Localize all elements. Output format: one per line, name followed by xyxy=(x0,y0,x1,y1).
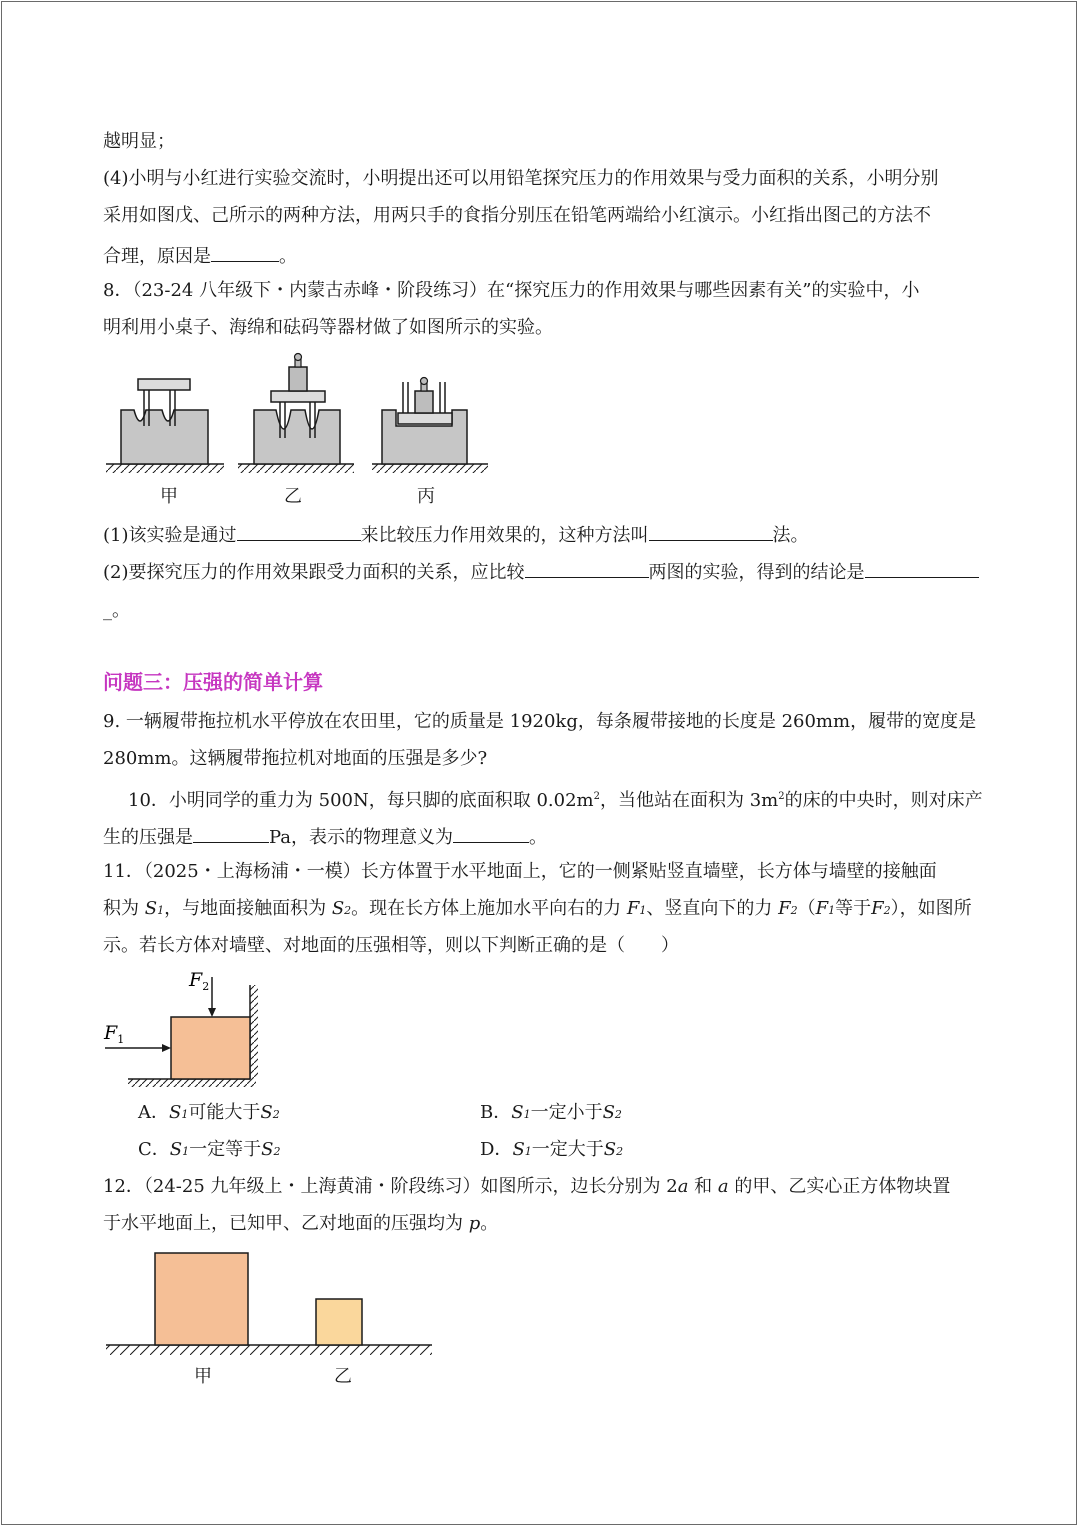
subscript: 1 xyxy=(181,1108,189,1121)
wall-hatch xyxy=(250,985,258,1079)
subscript: 1 xyxy=(524,1145,532,1158)
text: 越明显； xyxy=(103,131,175,152)
text: (2)要探究压力的作用效果跟受力面积的关系，应比较 xyxy=(103,562,525,583)
label-f1: $F_1$ xyxy=(104,1022,125,1046)
text: 。 xyxy=(279,246,297,267)
option-c[interactable] xyxy=(138,1138,280,1164)
text: _。 xyxy=(103,600,130,621)
text: 于水平地面上，已知甲、乙对地面的压强均为 xyxy=(103,1213,469,1234)
symbol-S: S xyxy=(169,1102,182,1123)
symbol-S: S xyxy=(602,1102,615,1123)
text: ），如图所 xyxy=(890,898,972,919)
text: 生的压强是 xyxy=(103,827,193,848)
superscript: 2 xyxy=(593,791,600,802)
text: 。 xyxy=(529,827,548,848)
q10-line-1 xyxy=(128,785,1028,813)
text: 8．（23-24 八年级下・内蒙古赤峰・阶段练习）在“探究压力的作用效果与哪些因素有关”的实验中，小 xyxy=(103,280,920,301)
text: (1)该实验是通过 xyxy=(103,525,237,546)
text: 明利用小桌子、海绵和砝码等器材做了如图所示的实验。 xyxy=(103,317,553,338)
symbol-a: a xyxy=(717,1176,729,1197)
q9-line-2 xyxy=(103,747,1003,771)
subscript: 1 xyxy=(639,904,647,917)
text: 和 xyxy=(688,1176,718,1197)
text: 采用如图戊、己所示的两种方法，用两只手的食指分别压在铅笔两端给小红演示。小红指出图己的方法不 xyxy=(103,205,931,226)
symbol-F: F xyxy=(778,898,791,919)
subscript: 2 xyxy=(344,904,352,917)
symbol-S: S xyxy=(169,1139,183,1160)
force-f2-arrowhead xyxy=(208,1008,216,1017)
symbol-S: S xyxy=(144,898,158,919)
option-label: C． xyxy=(138,1139,170,1160)
cuboid-block xyxy=(171,1017,250,1079)
symbol-S: S xyxy=(331,898,345,919)
text: 的床的中央时，则对床产 xyxy=(784,790,983,811)
text: 来比较压力作用效果的，这种方法叫 xyxy=(360,525,649,546)
text: 等于 xyxy=(835,898,872,919)
force-f1-arrowhead xyxy=(162,1044,171,1052)
text: 280mm。这辆履带拖拉机对地面的压强是多少? xyxy=(103,748,488,769)
symbol-F: F xyxy=(815,898,829,919)
text: 9. 一辆履带拖拉机水平停放在农田里，它的质量是 1920kg，每条履带接地的长度是 260mm，履带的宽度是 xyxy=(103,711,977,732)
ground-hatch xyxy=(106,1345,432,1355)
q4-line-3 xyxy=(103,241,1003,269)
answer-blank[interactable] xyxy=(237,520,361,541)
option-text: 一定大于 xyxy=(531,1139,604,1160)
q12-line-2 xyxy=(103,1212,1003,1236)
text: (4)小明与小红进行实验交流时，小明提出还可以用铅笔探究压力的作用效果与受力面积的关系，小明分别 xyxy=(103,168,939,189)
symbol-F: F xyxy=(626,898,640,919)
q10-line-2 xyxy=(103,822,1003,850)
subscript: 2 xyxy=(272,1108,280,1121)
text: 12．（24-25 九年级上・上海黄浦・阶段练习）如图所示，边长分别为 2 xyxy=(103,1176,678,1197)
option-text: 可能大于 xyxy=(188,1102,261,1123)
subscript: 1 xyxy=(828,904,836,917)
figure-caption-jia: 甲 xyxy=(160,486,178,507)
q11-line-1 xyxy=(103,860,1003,884)
answer-blank[interactable] xyxy=(525,557,649,578)
subscript: 2 xyxy=(883,904,891,917)
answer-blank[interactable] xyxy=(193,822,269,843)
text: 的甲、乙实心正方体物块置 xyxy=(728,1176,951,1197)
section-heading: 问题三：压强的简单计算 xyxy=(103,670,323,694)
symbol-F: F xyxy=(871,898,884,919)
q12-line-1 xyxy=(103,1175,1003,1199)
text: Pa，表示的物理意义为 xyxy=(269,827,454,848)
text: 两图的实验，得到的结论是 xyxy=(648,562,865,583)
q8-sub-2 xyxy=(103,557,1023,585)
sponge-experiment-figure xyxy=(100,350,500,480)
figure-caption-jia: 甲 xyxy=(194,1366,212,1387)
text: 10．小明同学的重力为 500N，每只脚的底面积取 0.02m xyxy=(128,790,594,811)
symbol-S: S xyxy=(260,1102,273,1123)
option-a[interactable] xyxy=(138,1101,280,1127)
subscript: 2 xyxy=(614,1108,622,1121)
symbol-p: p xyxy=(468,1213,481,1234)
figure-bing xyxy=(372,378,488,474)
subscript: 2 xyxy=(616,1145,624,1158)
option-label: A． xyxy=(138,1102,169,1123)
q8-line-2 xyxy=(103,316,1003,340)
figure-caption-yi: 乙 xyxy=(284,486,302,507)
answer-blank[interactable] xyxy=(211,241,279,262)
option-text: 一定等于 xyxy=(189,1139,262,1160)
q11-line-2 xyxy=(103,897,1003,923)
q11-line-3 xyxy=(103,934,1003,958)
subscript: 2 xyxy=(790,904,798,917)
text: ，当他站在面积为 3m xyxy=(599,790,779,811)
text: 积为 xyxy=(103,898,139,919)
figure-jia xyxy=(106,379,224,473)
q8-line-1 xyxy=(103,279,1003,303)
text: 合理，原因是 xyxy=(103,246,211,267)
subscript: 1 xyxy=(157,904,165,917)
option-text: 一定小于 xyxy=(530,1102,603,1123)
block-wall-figure xyxy=(100,965,270,1090)
answer-blank[interactable] xyxy=(649,520,773,541)
answer-blank[interactable] xyxy=(865,557,979,578)
text-line xyxy=(103,130,1003,154)
text: 。现在长方体上施加水平向右的力 xyxy=(351,898,622,919)
text: 11．（2025・上海杨浦・一模）长方体置于水平地面上，它的一侧紧贴竖直墙壁，长方体与墙壁的接触面 xyxy=(103,861,937,882)
text: 法。 xyxy=(772,525,809,546)
symbol-S: S xyxy=(512,1139,525,1160)
two-cubes-figure xyxy=(100,1245,440,1360)
cube-jia xyxy=(155,1253,248,1345)
text: 、竖直向下的力 xyxy=(646,898,773,919)
option-label: D． xyxy=(480,1139,513,1160)
cube-yi xyxy=(316,1299,362,1345)
symbol-S: S xyxy=(511,1102,524,1123)
text: 示。若长方体对墙壁、对地面的压强相等，则以下判断正确的是（ ） xyxy=(103,935,679,956)
symbol-S: S xyxy=(261,1139,274,1160)
figure-caption-yi: 乙 xyxy=(334,1366,352,1387)
text: （ xyxy=(797,898,816,919)
subscript: 1 xyxy=(523,1108,531,1121)
label-f2: $F_2$ xyxy=(189,969,210,993)
subscript: 1 xyxy=(182,1145,190,1158)
q8-sub-2-cont xyxy=(103,599,1003,623)
figure-caption-bing: 丙 xyxy=(417,486,435,507)
symbol-S: S xyxy=(603,1139,617,1160)
text: ，与地面接触面积为 xyxy=(164,898,327,919)
figure-yi xyxy=(238,354,354,474)
q4-line-2 xyxy=(103,204,1003,228)
text: 。 xyxy=(480,1213,499,1234)
subscript: 2 xyxy=(273,1145,281,1158)
q8-sub-1 xyxy=(103,520,1003,548)
q4-line-1 xyxy=(103,167,1003,191)
option-b[interactable] xyxy=(480,1101,622,1127)
ground-hatch xyxy=(128,1079,256,1087)
answer-blank[interactable] xyxy=(453,822,529,843)
superscript: 2 xyxy=(778,791,785,802)
symbol-a: a xyxy=(677,1176,689,1197)
option-d[interactable] xyxy=(480,1138,623,1164)
option-label: B． xyxy=(480,1102,512,1123)
q9-line-1 xyxy=(103,710,1003,734)
